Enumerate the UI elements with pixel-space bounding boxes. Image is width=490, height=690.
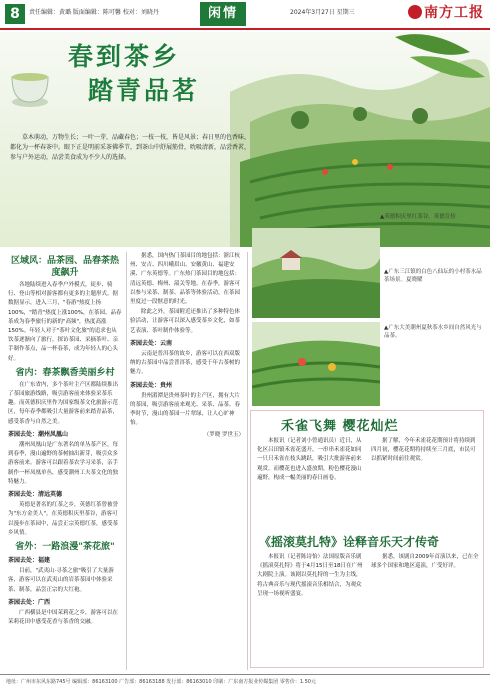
brand-name: 南方工报 xyxy=(424,5,484,21)
subheading: 茶园去处：广西 xyxy=(8,598,51,606)
headline-line-1: 春到茶乡 xyxy=(68,42,181,71)
section-1-heading: 区域风：品茶园、品春茶热度飙升 xyxy=(10,256,119,278)
page-number: 8 xyxy=(5,4,25,24)
subheading: 茶园去处：潮州凤凰山 xyxy=(8,430,69,438)
paragraph: 潮州凤凰山是广东著名的单丛茶产区，每到春季，漫山遍野的茶树抽出新芽，吸引众多游客前来。游客可以跟着茶农学习采茶，亲手制作一杯凤凰单丛，感受潮州工夫茶文化的独特魅力。 xyxy=(8,442,119,485)
section-2-heading: 省内：春茶飘香美丽乡村 xyxy=(15,367,115,378)
subheading: 茶园去处：清远英德 xyxy=(8,491,63,499)
brief-2-col-b xyxy=(371,553,479,571)
paragraph: 广西横县是中国茉莉花之乡，游客可以在茉莉花田中感受花香与茶香的交融。 xyxy=(8,610,119,626)
brief-2-title: 《摇滚莫扎特》诠释音乐天才传奇 xyxy=(259,535,440,549)
teacup-illustration xyxy=(12,73,48,107)
paragraph: 在广东省内，多个茶叶主产区都陆续推出了茶园旅游线路，吸引游客前来体验采茶乐趣。而英德积庆里作为国家级茶文化旅游示范区，每年春季都吸引大量游客前来踏青品茶，感受茶香与自然之美。 xyxy=(8,381,119,425)
headline-line-2: 踏青品茗 xyxy=(88,76,201,105)
paragraph: 据悉，国内热门茶园目的地包括：浙江杭州、安吉、四川峨眉山、安徽黄山、福建安溪、广东英德等。广东热门茶园目的地包括：清远英德、梅州、韶关等地。在春季，游客可以参与采茶、制茶、品茶等体验活动，在茶园里度过一段惬意的时光。 xyxy=(130,253,241,306)
page-footer: 地址：广州市东风东路745号 编辑部：86163100 广告部：86163188 发行部：86163010 印刷：广东南方报业传媒集团 零售价：1.50元 xyxy=(0,674,490,690)
editor-credits: 责任编辑：黄璐 版面编辑：陈可馨 校对：刘晓丹 xyxy=(29,9,159,16)
paragraph: 本报讯（记者陈诗怡）法国原版音乐剧《摇滚莫扎特》将于4月15日至18日在广州大剧院上演。该剧以莫扎特的一生为主线，将古典音乐与现代摇滚音乐相结合，为观众呈现一场视听盛宴。 xyxy=(257,554,363,597)
headline xyxy=(68,40,228,108)
subheading: 茶园去处：云南 xyxy=(130,339,173,347)
subheading: 茶园去处：贵州 xyxy=(130,381,173,389)
subheading: 茶园去处：福建 xyxy=(8,557,51,565)
tea-picking-photo xyxy=(252,322,380,406)
photo-3-caption: ▲广东大美潮州夏秋茶水乡间自然风光与品茶。 xyxy=(384,325,482,339)
hero-photo-caption: ▲英德积庆里红茶谷。英德宣传 xyxy=(380,214,456,220)
paragraph: 英德是著名的红茶之乡，英德红茶曾被誉为"东方金美人"。在英德积庆里茶谷，游客可以漫步在茶园中，品尝正宗英德红茶，感受茶乡风情。 xyxy=(8,502,119,536)
paragraph: 云南是普洱茶的故乡，游客可以在西双版纳的古茶园中品尝普洱茶，感受千年古茶树的魅力。 xyxy=(130,351,241,376)
paragraph: 本报讯（记者刘小曾通讯员）近日，从化区吕田镇禾雀花盛开，一串串禾雀花如同一只只禾雀在枝头跳跃，吸引大批游客前来观赏。而樱花也进入盛放期，粉色樱花漫山遍野，构成一幅美丽的春日画卷。 xyxy=(257,438,362,481)
brief-1-col-a xyxy=(257,437,365,483)
byline: （罗晓 罗世玉） xyxy=(203,431,244,438)
masthead xyxy=(408,2,484,22)
paragraph: 目前，"武夷山·寻茶之旅"吸引了大量游客，游客可以在武夷山的岩茶茶园中体验采茶、制茶，品尝正宗的大红袍。 xyxy=(8,568,114,593)
paragraph: 据了解，今年禾雀花花期预计将持续到四月初，樱花花期将持续至三月底，市民可以抓紧时间前往观赏。 xyxy=(371,438,476,463)
section-3-heading: 省外：一路浪漫"茶花旅" xyxy=(15,542,115,553)
section-label: 闲情 xyxy=(200,2,246,26)
brief-1-col-b xyxy=(371,437,479,465)
brief-1-title: 禾雀飞舞 樱花灿烂 xyxy=(281,419,399,434)
paragraph: 各地陆续进入春季户外模式，徒步、骑行、登山等相对游客都有更多的主题形式。据数据显示，进入三月，"春游"热度上扬100%，"踏青"热度上涨100%，在茶园、品春茶成为春季旅行的新的"高频"，热度高涨150%。年轻人对于"茶叶文化旅"的追求也从饮茶逐渐向了旅行，探访茶园、采摘茶叶、亲手制作茶点，品一杯春茶，成为年轻人的心头好。 xyxy=(8,282,122,362)
paragraph: 除此之外，茶园附近还推出了多种特色体验活动，让游客可以深入感受茶乡文化，如茶艺表演、茶叶制作体验等。 xyxy=(130,309,241,334)
page-header xyxy=(0,0,490,30)
intro-paragraph: 草木萌动，万物生长；一叶一芽，品藏春色；一枝一枝，皆是风景；春日里的色香味，都化为一杯春茶中。眼下正是明前采茶佛季节，到茶山中舒展筋骨，吮吸清新，品尝香茗，参与户外运动，品尝美食成为不少人的选择。 xyxy=(10,134,251,161)
paragraph: 贵州湄潭是贵州茶叶的主产区，拥有大片的茶园，吸引游客前来观光、采茶、品茶。春季时节，漫山的茶园一片翠绿，让人心旷神怡。 xyxy=(130,392,241,427)
brief-2-col-a xyxy=(257,553,365,599)
paragraph: 据悉，该剧自2009年首演以来，已在全球多个国家和地区巡演，广受好评。 xyxy=(371,554,479,570)
issue-date: 2024年3月27日 星期三 xyxy=(290,9,355,16)
news-brief-box xyxy=(250,410,484,668)
tea-village-photo xyxy=(252,228,380,318)
article-column-1 xyxy=(8,252,122,670)
article-column-2 xyxy=(130,252,244,670)
photo-2-caption: ▲广东三江镇的白色八仙坛的小村茶水品茶场景。夏晓曜 xyxy=(384,269,482,283)
brand-logo-icon xyxy=(408,5,422,19)
